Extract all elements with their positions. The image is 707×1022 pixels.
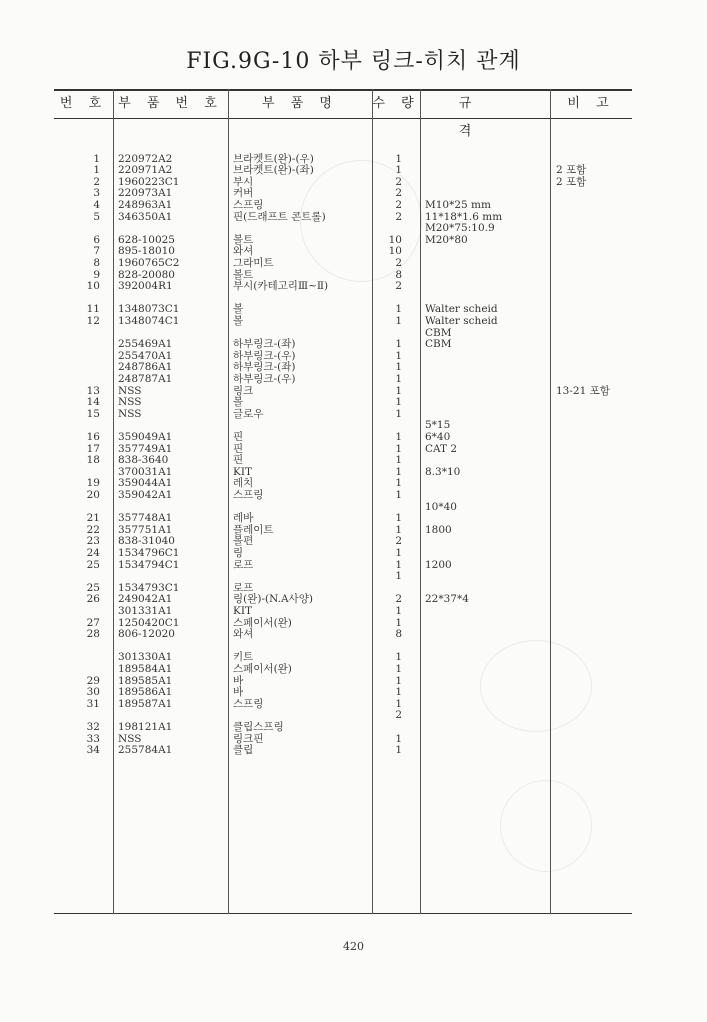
cell-part-number: 189587A1: [118, 697, 173, 710]
cell-part-number: 249042A1: [118, 593, 173, 606]
cell-part-number: 255469A1: [118, 338, 173, 351]
cell-quantity: 1: [395, 489, 402, 501]
cell-specification: 1200: [425, 558, 452, 571]
cell-part-number: 255470A1: [118, 349, 173, 362]
cell-part-number: 1348073C1: [118, 303, 180, 316]
cell-item-number: 5: [93, 210, 100, 223]
cell-part-name: 볼: [233, 396, 244, 409]
cell-part-number: 1250420C1: [118, 616, 180, 629]
cell-quantity: 1: [395, 465, 402, 478]
cell-item-number: 11: [86, 303, 100, 316]
cell-quantity: 10: [388, 245, 402, 258]
table-row: [0, 583, 707, 595]
cell-item-number: 15: [86, 407, 100, 420]
table-row: [0, 432, 707, 444]
cell-specification: 10*40: [425, 500, 457, 513]
cell-part-number: 357751A1: [118, 523, 173, 536]
cell-quantity: 2: [395, 187, 402, 200]
table-row: [0, 165, 707, 177]
cell-remarks: 2 포함: [556, 164, 587, 177]
page-number: 420: [343, 940, 364, 953]
cell-specification: 6*40: [425, 431, 451, 443]
cell-item-number: 16: [86, 431, 100, 443]
cell-part-name: 브라켓트(완)-(좌): [233, 164, 314, 177]
table-row: [0, 362, 707, 374]
table-row: [0, 374, 707, 386]
cell-part-name: 스페이서(완): [233, 616, 292, 629]
cell-part-name: 볼: [233, 303, 244, 316]
table-row: [0, 270, 707, 282]
cell-specification: 1800: [425, 523, 452, 536]
cell-part-number: 359044A1: [118, 477, 173, 490]
table-row: [0, 745, 707, 757]
cell-quantity: 1: [395, 454, 402, 467]
cell-item-number: 22: [86, 523, 100, 536]
table-row: [0, 513, 707, 525]
cell-part-number: 895-18010: [118, 245, 175, 258]
cell-part-name: 커버: [233, 187, 254, 200]
cell-part-name: 스페이서(완): [233, 663, 292, 675]
table-row: [0, 606, 707, 618]
cell-part-number: 1534793C1: [118, 581, 180, 594]
cell-part-number: NSS: [118, 396, 142, 409]
table-row: [0, 618, 707, 630]
table-row: [0, 490, 707, 502]
cell-quantity: 1: [395, 663, 402, 675]
cell-specification: 22*37*4: [425, 593, 469, 606]
table-row: [0, 246, 707, 258]
cell-part-number: 806-12020: [118, 628, 175, 641]
table-row: [0, 177, 707, 189]
table-row: [0, 676, 707, 688]
cell-quantity: 1: [395, 152, 402, 165]
cell-item-number: 1: [93, 164, 100, 177]
cell-specification: M20*80: [425, 233, 468, 246]
cell-part-name: 바: [233, 686, 244, 699]
table-row: [0, 351, 707, 363]
table-row: [0, 235, 707, 247]
cell-item-number: 2: [93, 175, 100, 188]
cell-item-number: 17: [86, 442, 100, 455]
table-row: [0, 188, 707, 200]
cell-specification: 11*18*1.6 mm: [425, 210, 503, 223]
table-row: [0, 386, 707, 398]
cell-part-name: 바: [233, 674, 244, 687]
cell-item-number: 29: [86, 674, 100, 687]
header-part-name: 부 품 명: [262, 96, 338, 111]
cell-quantity: 1: [395, 349, 402, 362]
cell-quantity: 2: [395, 257, 402, 269]
table-row: [0, 536, 707, 548]
cell-part-number: 392004R1: [118, 280, 173, 293]
cell-part-number: 1534794C1: [118, 558, 180, 571]
table-row: [0, 641, 707, 653]
cell-part-name: 링: [233, 547, 244, 559]
cell-quantity: 10: [388, 233, 402, 246]
cell-part-name: 스프링: [233, 199, 264, 211]
cell-part-number: 220972A2: [118, 152, 173, 165]
cell-quantity: 1: [395, 512, 402, 525]
cell-item-number: 12: [86, 315, 100, 327]
cell-part-number: 248963A1: [118, 199, 173, 211]
cell-part-number: 301331A1: [118, 605, 173, 617]
cell-item-number: 32: [86, 721, 100, 733]
cell-specification: CAT 2: [425, 442, 458, 455]
table-row: [0, 710, 707, 722]
cell-part-name: 부시(카테고리Ⅲ~Ⅱ): [233, 280, 329, 293]
table-row: [0, 328, 707, 340]
cell-item-number: 25: [86, 581, 100, 594]
cell-part-number: NSS: [118, 384, 142, 397]
cell-item-number: 26: [86, 593, 100, 606]
header-quantity: 수 량: [372, 96, 420, 111]
cell-part-name: 브라켓트(완)-(우): [233, 152, 314, 165]
cell-part-name: 와셔: [233, 245, 254, 258]
cell-part-number: 220973A1: [118, 187, 173, 200]
table-row: [0, 223, 707, 235]
cell-quantity: 1: [395, 338, 402, 351]
cell-item-number: 30: [86, 686, 100, 699]
cell-remarks: 2 포함: [556, 175, 587, 188]
cell-quantity: 1: [395, 616, 402, 629]
table-row: [0, 409, 707, 421]
cell-part-name: 플레이트: [233, 523, 274, 536]
cell-part-name: 볼: [233, 315, 244, 327]
cell-item-number: 4: [93, 199, 100, 211]
table-row: [0, 699, 707, 711]
cell-part-name: 핀: [233, 454, 244, 467]
cell-part-name: 링(완)-(N.A사양): [233, 593, 313, 606]
table-row: [0, 594, 707, 606]
cell-part-number: 1348074C1: [118, 315, 180, 327]
cell-part-number: 189584A1: [118, 663, 173, 675]
cell-item-number: 13: [86, 384, 100, 397]
cell-quantity: 1: [395, 697, 402, 710]
cell-quantity: 2: [395, 280, 402, 293]
cell-part-name: 하부링크-(좌): [233, 361, 296, 374]
cell-quantity: 8: [395, 628, 402, 641]
header-specification: 규 격: [458, 96, 512, 139]
table-row: [0, 304, 707, 316]
cell-part-name: 레치: [233, 477, 254, 490]
cell-specification: M20*75:10.9: [425, 222, 495, 235]
cell-part-number: 1960765C2: [118, 257, 180, 269]
cell-part-name: KIT: [233, 605, 252, 617]
table-row: [0, 571, 707, 583]
cell-part-name: 하부링크-(우): [233, 349, 296, 362]
cell-specification: 5*15: [425, 419, 451, 432]
cell-specification: Walter scheid: [425, 315, 498, 327]
cell-part-name: 레바: [233, 512, 254, 525]
cell-quantity: 1: [395, 744, 402, 757]
table-row: [0, 525, 707, 537]
cell-item-number: 8: [93, 257, 100, 269]
cell-part-name: 핀(드래프트 콘트롤): [233, 210, 326, 223]
cell-quantity: 1: [395, 315, 402, 327]
table-row: [0, 652, 707, 664]
cell-part-number: 828-20080: [118, 268, 175, 281]
cell-part-number: 248786A1: [118, 361, 173, 374]
cell-item-number: 1: [93, 152, 100, 165]
cell-quantity: 2: [395, 199, 402, 211]
cell-part-number: 248787A1: [118, 373, 173, 385]
cell-item-number: 20: [86, 489, 100, 501]
cell-part-number: 370031A1: [118, 465, 173, 478]
cell-quantity: 1: [395, 477, 402, 490]
cell-quantity: 1: [395, 523, 402, 536]
header-remarks: 비 고: [567, 96, 615, 111]
cell-part-name: KIT: [233, 465, 252, 478]
cell-part-name: 볼트: [233, 268, 254, 281]
cell-item-number: 27: [86, 616, 100, 629]
cell-part-name: 그라미트: [233, 257, 274, 269]
cell-specification: CBM: [425, 326, 452, 339]
cell-quantity: 1: [395, 303, 402, 316]
cell-quantity: 1: [395, 442, 402, 455]
table-row: [0, 444, 707, 456]
cell-part-name: 키트: [233, 651, 254, 664]
cell-item-number: 24: [86, 547, 100, 559]
cell-quantity: 1: [395, 651, 402, 664]
cell-quantity: 1: [395, 558, 402, 571]
cell-quantity: 1: [395, 164, 402, 177]
page-title: FIG.9G-10 하부 링크-히치 관계: [186, 49, 521, 74]
cell-item-number: 14: [86, 396, 100, 409]
cell-quantity: 1: [395, 396, 402, 409]
cell-part-name: 핀: [233, 431, 244, 443]
table-row: [0, 722, 707, 734]
cell-part-name: 와셔: [233, 628, 254, 641]
cell-part-number: 346350A1: [118, 210, 173, 223]
cell-part-number: 198121A1: [118, 721, 173, 733]
cell-item-number: 31: [86, 697, 100, 710]
cell-item-number: 33: [86, 732, 100, 745]
cell-quantity: 1: [395, 431, 402, 443]
cell-part-number: 1960223C1: [118, 175, 180, 188]
cell-quantity: 2: [395, 210, 402, 223]
table-row: [0, 560, 707, 572]
header-number: 번 호: [59, 96, 108, 111]
cell-part-name: 클립: [233, 744, 254, 757]
cell-quantity: 1: [395, 570, 402, 583]
cell-part-number: 838-3640: [118, 454, 169, 467]
table-row: [0, 664, 707, 676]
table-row: [0, 687, 707, 699]
cell-part-name: 하부링크-(우): [233, 373, 296, 385]
cell-part-number: 189586A1: [118, 686, 173, 699]
table-row: [0, 281, 707, 293]
table-row: [0, 467, 707, 479]
cell-part-number: 301330A1: [118, 651, 173, 664]
cell-part-name: 링크핀: [233, 732, 264, 745]
cell-part-number: 359042A1: [118, 489, 173, 501]
table-row: [0, 397, 707, 409]
cell-part-number: 255784A1: [118, 744, 173, 757]
cell-quantity: 8: [395, 268, 402, 281]
cell-part-number: 357749A1: [118, 442, 173, 455]
cell-item-number: 10: [86, 280, 100, 293]
cell-part-name: 로프: [233, 558, 254, 571]
cell-quantity: 1: [395, 674, 402, 687]
cell-part-number: 838-31040: [118, 535, 175, 548]
table-row: [0, 200, 707, 212]
cell-part-number: NSS: [118, 732, 142, 745]
cell-part-number: 357748A1: [118, 512, 173, 525]
cell-part-number: 220971A2: [118, 164, 173, 177]
table-row: [0, 212, 707, 224]
cell-specification: 8.3*10: [425, 465, 461, 478]
table-row: [0, 629, 707, 641]
cell-part-name: 핀: [233, 442, 244, 455]
table-row: [0, 293, 707, 305]
cell-part-number: 628-10025: [118, 233, 175, 246]
cell-item-number: 3: [93, 187, 100, 200]
cell-quantity: 1: [395, 384, 402, 397]
cell-remarks: 13-21 포함: [556, 384, 610, 397]
cell-quantity: 2: [395, 709, 402, 722]
cell-quantity: 1: [395, 547, 402, 559]
cell-specification: Walter scheid: [425, 303, 498, 316]
cell-part-number: NSS: [118, 407, 142, 420]
cell-part-number: 359049A1: [118, 431, 173, 443]
cell-part-name: 클립스프링: [233, 721, 284, 733]
cell-quantity: 2: [395, 593, 402, 606]
cell-item-number: 6: [93, 233, 100, 246]
cell-item-number: 23: [86, 535, 100, 548]
cell-quantity: 1: [395, 407, 402, 420]
cell-quantity: 1: [395, 605, 402, 617]
cell-item-number: 19: [86, 477, 100, 490]
table-row: [0, 258, 707, 270]
table-row: [0, 548, 707, 560]
cell-specification: CBM: [425, 338, 452, 351]
table-row: [0, 154, 707, 166]
table-row: [0, 455, 707, 467]
table-row: [0, 502, 707, 514]
cell-part-name: 링크: [233, 384, 254, 397]
cell-item-number: 9: [93, 268, 100, 281]
cell-item-number: 7: [93, 245, 100, 258]
table-row: [0, 478, 707, 490]
cell-part-name: 부시: [233, 175, 254, 188]
cell-part-name: 볼편: [233, 535, 254, 548]
cell-quantity: 1: [395, 373, 402, 385]
cell-part-name: 로프: [233, 581, 254, 594]
cell-part-number: 1534796C1: [118, 547, 180, 559]
cell-item-number: 34: [86, 744, 100, 757]
cell-quantity: 2: [395, 535, 402, 548]
table-row: [0, 420, 707, 432]
table-row: [0, 316, 707, 328]
cell-part-name: 스프링: [233, 697, 264, 710]
table-row: [0, 339, 707, 351]
cell-part-number: 189585A1: [118, 674, 173, 687]
cell-quantity: 2: [395, 175, 402, 188]
cell-quantity: 1: [395, 361, 402, 374]
cell-item-number: 18: [86, 454, 100, 467]
cell-part-name: 볼트: [233, 233, 254, 246]
table-row: [0, 734, 707, 746]
cell-item-number: 25: [86, 558, 100, 571]
cell-item-number: 28: [86, 628, 100, 641]
cell-specification: M10*25 mm: [425, 199, 491, 211]
table-row: [0, 142, 707, 154]
cell-part-name: 글로우: [233, 407, 264, 420]
cell-item-number: 21: [86, 512, 100, 525]
cell-part-name: 스프링: [233, 489, 264, 501]
cell-quantity: 1: [395, 732, 402, 745]
cell-quantity: 1: [395, 686, 402, 699]
cell-part-name: 하부링크-(좌): [233, 338, 296, 351]
header-part-number: 부 품 번 호: [118, 96, 223, 111]
